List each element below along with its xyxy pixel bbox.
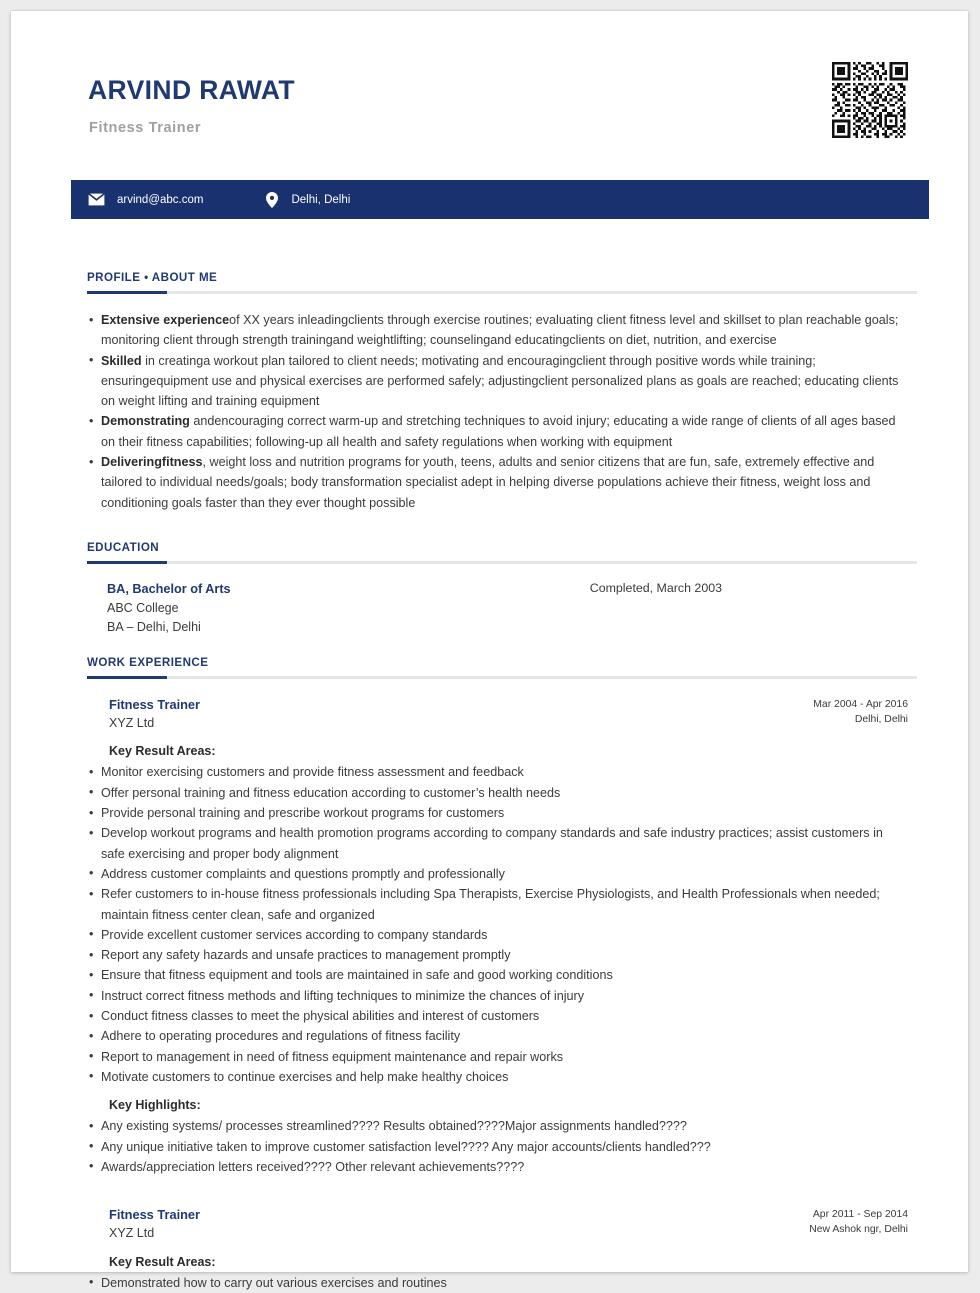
header-job-title: Fitness Trainer [89, 120, 202, 136]
contact-email-text: arvind@abc.com [117, 193, 204, 206]
section-divider [87, 676, 917, 679]
page-title: ARVIND RAWAT [88, 75, 295, 105]
section-title-work-experience: WORK EXPERIENCE [87, 655, 209, 669]
job-kra-item: • Instruct correct fitness methods and lifting techniques to minimize the chances of injury [87, 986, 887, 1006]
education-entry-main [87, 580, 231, 638]
job-kra-item: • Ensure that fitness equipment and tools are maintained in safe and good working conditions [87, 965, 887, 985]
resume-body [11, 271, 968, 1293]
section-profile [87, 271, 908, 513]
contact-location[interactable] [261, 192, 350, 208]
job-dates: Mar 2004 - Apr 2016 [813, 698, 908, 710]
job-entry-list [87, 695, 908, 1293]
job-identity [87, 695, 200, 734]
job-kra-item: • Report any safety hazards and unsafe practices to management promptly [87, 945, 887, 965]
map-pin-icon [261, 192, 283, 208]
job-entry [87, 1205, 908, 1293]
profile-bullet [87, 411, 907, 452]
job-kra-item: • Provide personal training and prescribe workout programs for customers [87, 803, 887, 823]
job-spacer [87, 1177, 908, 1205]
job-entry [87, 695, 908, 1177]
section-divider [87, 561, 917, 564]
job-kra-item: • Refer customers to in-house fitness professionals including Spa Therapists, Exercise Physiologists, and Health Professionals when needed; maintain fitness center clean, safe and organized [87, 884, 887, 925]
contact-location-text: Delhi, Delhi [291, 193, 351, 206]
education-status: Completed, March 2003 [589, 580, 722, 595]
job-highlights-list [87, 1116, 887, 1177]
education-entry-list [87, 580, 908, 638]
resume-page [11, 11, 968, 1290]
job-kra-list [87, 762, 887, 1087]
profile-bullet-list [87, 310, 907, 513]
job-company: XYZ Ltd [109, 715, 155, 730]
job-role: Fitness Trainer [109, 696, 201, 712]
job-kra-item: • Provide excellent customer services according to company standards [87, 925, 887, 945]
job-role: Fitness Trainer [109, 1207, 201, 1223]
section-title-profile: PROFILE • ABOUT ME [87, 271, 218, 284]
job-highlight-item: • Any unique initiative taken to improve customer satisfaction level???? Any major accounts/clients handled??? [87, 1137, 887, 1157]
profile-bullet-lead: Skilled [101, 353, 142, 368]
job-kra-list [87, 1273, 887, 1293]
contact-bar [71, 180, 929, 219]
job-kra-item: • Address customer complaints and questions promptly and professionally [87, 864, 887, 884]
envelope-icon [85, 193, 107, 206]
job-kra-item: • Adhere to operating procedures and regulations of fitness facility [87, 1026, 887, 1046]
education-school: ABC College [107, 600, 179, 615]
job-highlights-label: Key Highlights: [109, 1098, 201, 1113]
qr-code-icon [832, 62, 908, 138]
education-entry [87, 580, 908, 638]
job-header [87, 695, 908, 734]
job-kra-item: • Conduct fitness classes to meet the physical abilities and interest of customers [87, 1006, 887, 1026]
job-kra-item: • Report to management in need of fitness equipment maintenance and repair works [87, 1047, 887, 1067]
education-degree: BA, Bachelor of Arts [107, 581, 231, 596]
resume-header [11, 11, 968, 136]
job-kra-label: Key Result Areas: [109, 744, 216, 759]
section-divider [87, 291, 917, 294]
profile-bullet [87, 310, 907, 351]
job-kra-item: • Monitor exercising customers and provide fitness assessment and feedback [87, 762, 887, 782]
profile-bullet [87, 452, 907, 513]
job-header [87, 1205, 908, 1244]
section-title-education: EDUCATION [87, 540, 160, 554]
job-kra-item: • Demonstrated how to carry out various exercises and routines [87, 1273, 887, 1293]
profile-bullet [87, 351, 907, 412]
job-meta [813, 695, 908, 727]
job-meta [809, 1205, 908, 1237]
job-company: XYZ Ltd [109, 1226, 155, 1241]
profile-bullet-lead: Deliveringfitness [101, 455, 203, 470]
section-education [87, 541, 908, 638]
job-kra-item: • Motivate customers to continue exercises and help make healthy choices [87, 1067, 887, 1087]
job-kra-item: • Develop workout programs and health promotion programs according to company standards and safe industry practices; assist customers in safe exercising and proper body alignment [87, 823, 887, 864]
profile-bullet-lead: Extensive experience [101, 313, 230, 327]
job-kra-item: • Offer personal training and fitness education according to customer’s health needs [87, 783, 887, 803]
job-dates: Apr 2011 - Sep 2014 [812, 1209, 908, 1221]
profile-bullet-text: of XX years inleadingclients through exercise routines; evaluating client fitness level and skillset to plan reachable goals; monitoring client through strength trainingand weightlifting; counselingand educatingclients on diet, nutrition, and exercise [101, 313, 899, 348]
profile-bullet-lead: Demonstrating [101, 414, 190, 429]
job-highlight-item: • Any existing systems/ processes streamlined???? Results obtained????Major assignments handled???? [87, 1116, 887, 1136]
profile-bullet-text: andencouraging correct warm-up and stretching techniques to avoid injury; educating a wide range of clients of all ages based on their fitness capabilities; following-up all health and safety regulations when working with equipment [101, 414, 896, 449]
job-location: New Ashok ngr, Delhi [809, 1223, 908, 1235]
profile-bullet-text: in creatinga workout plan tailored to client needs; motivating and encouragingclient through positive words while training; ensuringequipment use and physical exercises are performed safely; adjustingclient personalized plans as goals are reached; educating clients on weight lifting and training equipment [101, 353, 899, 409]
profile-bullet-text: , weight loss and nutrition programs for youth, teens, adults and senior citizens that are fun, safe, extremely effective and tailored to individual needs/goals; body transformation specialist adept in helping diverse populations achieve their fitness, weight loss and conditioning goals faster than they ever thought possible [101, 455, 875, 510]
job-location: Delhi, Delhi [854, 713, 908, 725]
education-location: BA – Delhi, Delhi [107, 620, 201, 635]
job-highlight-item: • Awards/appreciation letters received???? Other relevant achievements???? [87, 1157, 887, 1177]
contact-email[interactable] [85, 193, 203, 206]
job-kra-label: Key Result Areas: [109, 1254, 216, 1269]
job-identity [87, 1205, 200, 1244]
section-work-experience [87, 656, 908, 1293]
